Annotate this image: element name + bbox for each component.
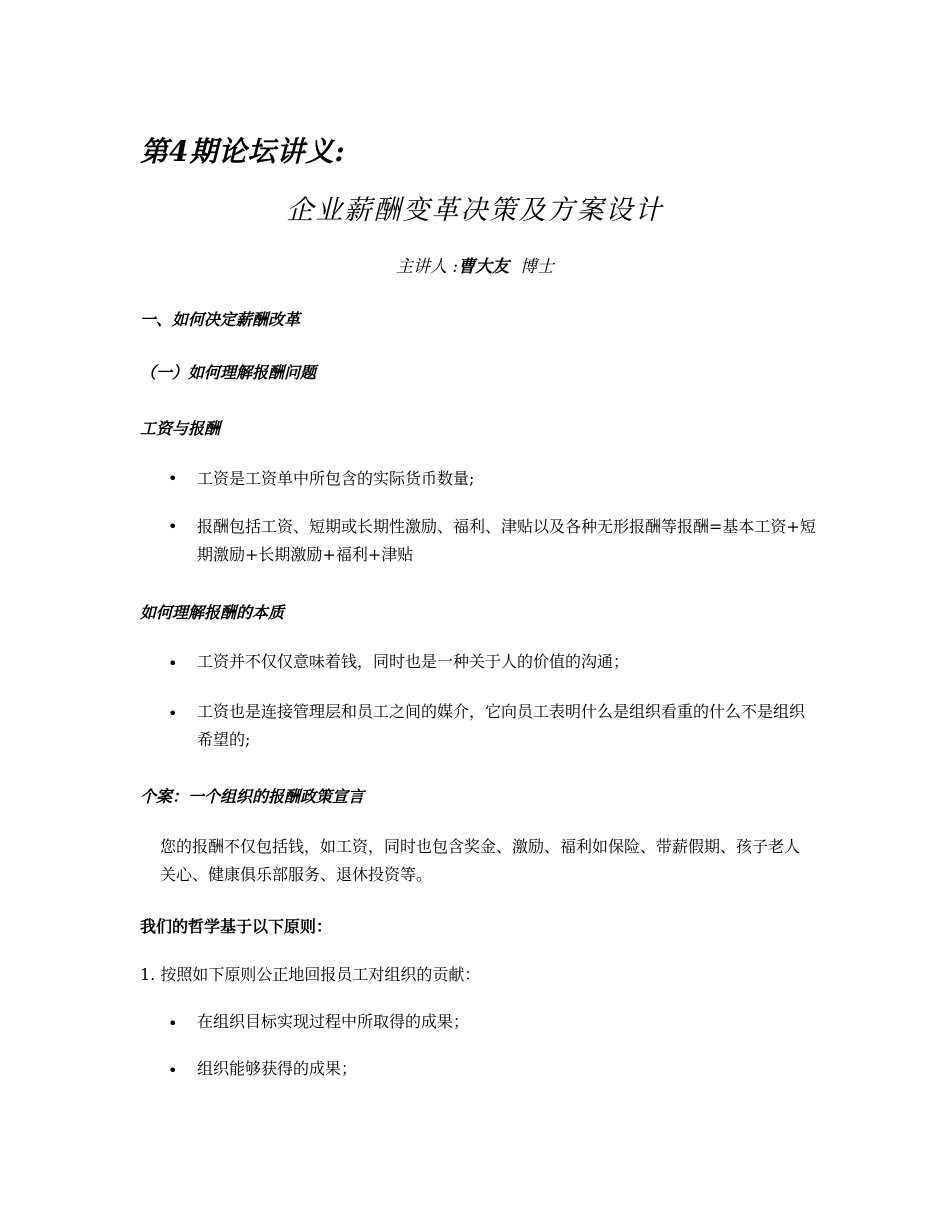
bullet-icon: • bbox=[168, 517, 178, 536]
bullet-icon: • bbox=[168, 654, 178, 673]
series-title: 第4期论坛讲义: bbox=[140, 135, 346, 168]
list-item: 工资并不仅仅意味着钱，同时也是一种关于人的价值的沟通； bbox=[197, 652, 630, 671]
bullet-icon: • bbox=[168, 1061, 178, 1080]
speaker-honorific: 博士 bbox=[519, 257, 554, 277]
list-item: 报酬包括工资、短期或长期性激励、福利、津贴以及各种无形报酬等报酬=基本工资+短期激励+长期激励+福利+津贴 bbox=[197, 517, 816, 564]
list-item: 组织能够获得的成果； bbox=[197, 1059, 358, 1078]
topic-heading-nature: 如何理解报酬的本质 bbox=[140, 603, 285, 622]
topic-heading-wages: 工资与报酬 bbox=[140, 419, 221, 438]
principle-1: 1. 按照如下原则公正地回报员工对组织的贡献： bbox=[140, 965, 481, 984]
list-item: 工资是工资单中所包含的实际货币数量; bbox=[197, 469, 475, 488]
bullet-icon: • bbox=[168, 1014, 178, 1033]
list-item: 在组织目标实现过程中所取得的成果； bbox=[197, 1012, 470, 1031]
list-item: 工资也是连接管理层和员工之间的媒介，它向员工表明什么是组织看重的什么不是组织希望的; bbox=[197, 702, 806, 749]
topic-heading-case: 个案：一个组织的报酬政策宣言 bbox=[140, 787, 365, 806]
speaker-label: 主讲人 : bbox=[396, 257, 459, 277]
topic-heading-philosophy: 我们的哲学基于以下原则： bbox=[140, 917, 333, 936]
speaker-line bbox=[0, 252, 950, 277]
main-title: 企业薪酬变革决策及方案设计 bbox=[286, 195, 664, 226]
speaker-name: 曹大友 bbox=[458, 257, 510, 277]
case-paragraph: 您的报酬不仅包括钱，如工资，同时也包含奖金、激励、福利如保险、带薪假期、孩子老人关心、健康俱乐部服务、退休投资等。 bbox=[160, 837, 801, 884]
bullet-icon: • bbox=[168, 469, 178, 488]
section-heading: 一、如何决定薪酬改革 bbox=[140, 310, 301, 329]
subsection-heading: （一）如何理解报酬问题 bbox=[140, 363, 317, 382]
bullet-icon: • bbox=[168, 704, 178, 723]
